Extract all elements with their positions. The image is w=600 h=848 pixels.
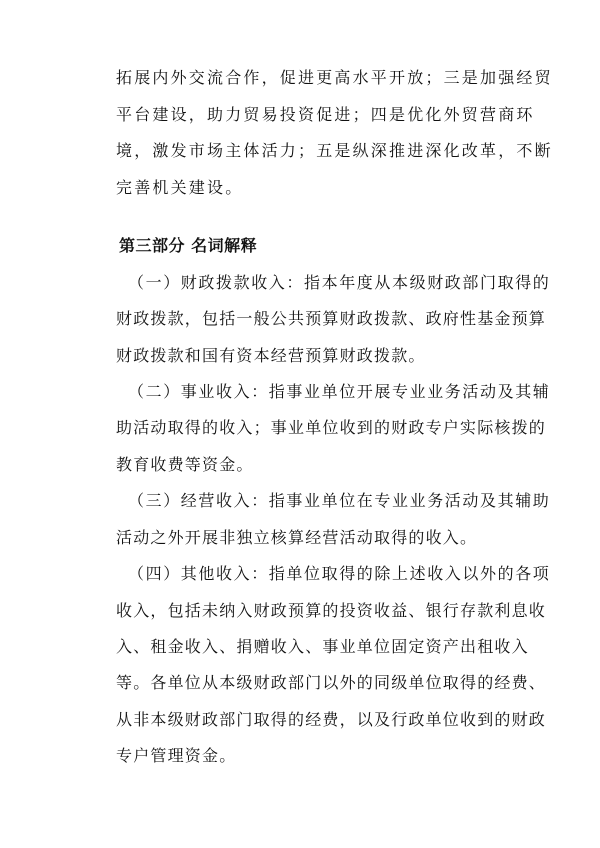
definition-1-line-2: 财政拨款，包括一般公共预算财政拨款、政府性基金预算 (116, 309, 547, 328)
continuation-line-1: 拓展内外交流合作，促进更高水平开放；三是加强经贸 (116, 68, 553, 87)
definition-4-line-3: 入、租金收入、捐赠收入、事业单位固定资产出租收入 (116, 637, 529, 656)
definition-3-line-1: （三）经营收入：指事业单位在专业业务活动及其辅助 (128, 491, 551, 510)
definition-2-line-1: （二）事业收入：指事业单位开展专业业务活动及其辅 (128, 382, 551, 401)
definition-4-line-5: 从非本级财政部门取得的经费，以及行政单位收到的财政 (116, 710, 547, 729)
definition-3-line-2: 活动之外开展非独立核算经营活动取得的收入。 (116, 528, 478, 547)
definition-4-line-6: 专户管理资金。 (116, 746, 237, 765)
section-heading: 第三部分 名词解释 (119, 236, 258, 255)
continuation-line-4: 完善机关建设。 (116, 178, 244, 197)
definition-4-line-2: 收入，包括未纳入财政预算的投资收益、银行存款利息收 (116, 601, 547, 620)
continuation-line-3: 境，激发市场主体活力；五是纵深推进深化改革，不断 (116, 141, 553, 160)
continuation-line-2: 平台建设，助力贸易投资促进；四是优化外贸营商环 (116, 105, 535, 124)
definition-2-line-2: 助活动取得的收入；事业单位收到的财政专户实际核拨的 (116, 418, 547, 437)
definition-1-line-3: 财政拨款和国有资本经营预算财政拨款。 (116, 346, 426, 365)
definition-4-line-4: 等。各单位从本级财政部门以外的同级单位取得的经费、 (116, 673, 547, 692)
definition-4-line-1: （四）其他收入：指单位取得的除上述收入以外的各项 (128, 564, 551, 583)
definition-1-line-1: （一）财政拨款收入：指本年度从本级财政部门取得的 (128, 273, 551, 292)
definition-2-line-3: 教育收费等资金。 (116, 455, 254, 474)
